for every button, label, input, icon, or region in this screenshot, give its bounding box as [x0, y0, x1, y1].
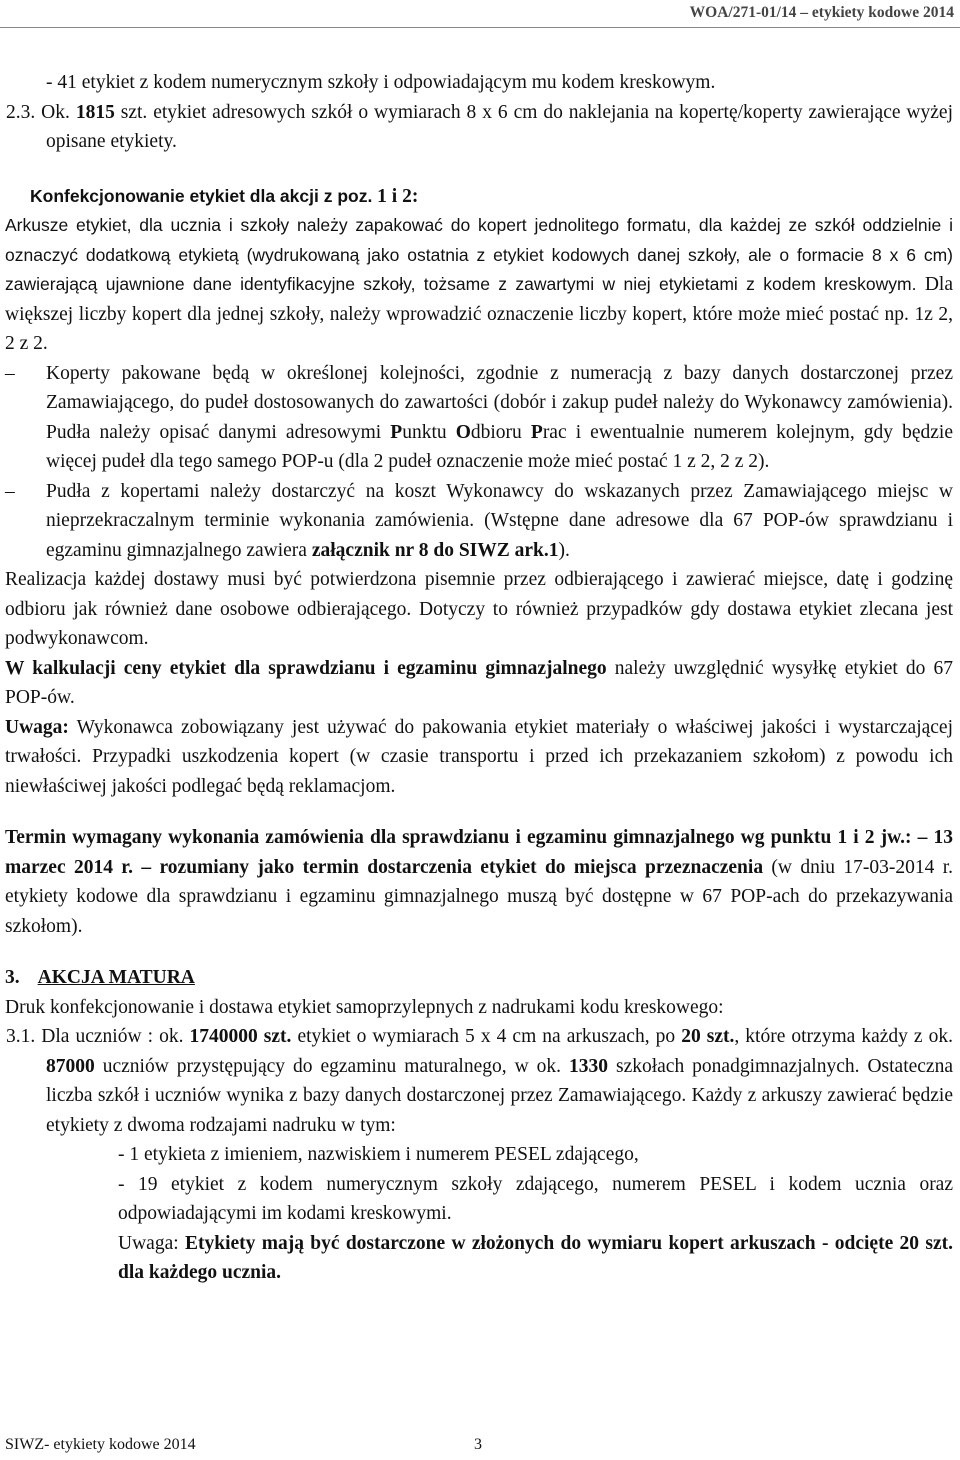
paragraph-barcode-labels: - 41 etykiet z kodem numerycznym szkoły i odpowiadającym mu kodem kreskowym.: [46, 72, 716, 93]
dash-item-packing: [5, 359, 953, 477]
paragraph-realizacja: Realizacja każdej dostawy musi być potwierdzona pisemnie przez odbierającego i zawierać miejsce, datę i godzinę odbioru jak również dane osobowe odbierającego. Dotyczy to również przypadków gdy dostawa etykiet zlecana jest podwykonawcom.: [5, 569, 953, 649]
spacer: [5, 157, 953, 182]
item-text: , które otrzyma każdy z ok.: [734, 1026, 954, 1047]
spacer: [5, 941, 953, 963]
item-text: uczniów przystępujący do egzaminu maturalnego, w ok.: [94, 1055, 569, 1077]
header-rule: [0, 27, 960, 28]
dash-bullet: –: [5, 362, 15, 384]
uwaga-label: Uwaga:: [118, 1232, 185, 1254]
uwaga-text: Etykiety mają być dostarczone w złożonych do wymiaru kopert arkuszach - odcięte 20 szt. dla każdego ucznia.: [118, 1232, 953, 1283]
paragraph-termin: [5, 823, 953, 941]
initial-letter: O: [455, 421, 471, 443]
running-header: WOA/271-01/14 – etykiety kodowe 2014: [689, 4, 954, 21]
paragraph-uwaga-sheets: [5, 1229, 953, 1288]
sub-item-school-code: - 19 etykiet z kodem numerycznym szkoły zdającego, numerem PESEL i kodem ucznia oraz odpowiadającymi im kodami kreskowymi.: [118, 1173, 953, 1224]
item-text: etykiet o wymiarach 5 x 4 cm na arkuszach, po: [291, 1026, 682, 1047]
address-label-count: 1815: [75, 101, 115, 123]
paragraph-druk: Druk konfekcjonowanie i dostawa etykiet samoprzylepnych z nadrukami kodu kreskowego:: [5, 996, 724, 1018]
dash-item-text: rac i ewentualnie numerem kolejnym, gdy będzie więcej pudeł dla tego samego POP-u (dla 2 pudeł oznaczenie może mieć postać 1 z 2, 2 z 2).: [46, 421, 953, 472]
dash-item-text: unktu: [402, 421, 456, 443]
document-body: [5, 68, 953, 1288]
label-count: 1740000 szt.: [189, 1026, 292, 1047]
item-text: szt. etykiet adresowych szkół o wymiarach 8 x 6 cm do naklejania na kopertę/koperty zawierające wyżej opisane etykiety.: [46, 101, 953, 152]
spacer: [5, 801, 953, 823]
initial-letter: P: [390, 421, 403, 443]
page-number: 3: [474, 1436, 482, 1453]
konfekcjonowanie-heading: Konfekcjonowanie etykiet dla akcji z poz.: [30, 185, 378, 206]
item-lead: 3.1. Dla uczniów : ok.: [6, 1026, 190, 1047]
paragraph-kalkulacja: [5, 654, 953, 713]
uwaga-label: Uwaga:: [5, 716, 69, 738]
kalkulacja-bold: W kalkulacji ceny etykiet dla sprawdzianu i egzaminu gimnazjalnego: [5, 657, 607, 679]
dash-item-text: dbioru: [470, 421, 531, 443]
paragraph-2-3: [5, 98, 953, 157]
dash-item-text: Pudła z kopertami należy dostarczyć na koszt Wykonawcy do wskazanych przez Zamawiającego miejsc w nieprzekraczalnym terminie wykonania zamówienia. (Wstępne dane adresowe dla 67 POP-ów sprawdzianu i egzaminu gimnazjalnego zawiera: [46, 480, 953, 561]
footer-title: SIWZ- etykiety kodowe 2014: [5, 1436, 196, 1453]
sub-item-pesel: - 1 etykieta z imieniem, nazwiskiem i numerem PESEL zdającego,: [118, 1144, 639, 1165]
section-number: 3.: [5, 967, 20, 988]
item-number: 2.3. Ok.: [6, 101, 76, 123]
labels-per-sheet: 20 szt.: [681, 1026, 735, 1047]
konfekcjonowanie-heading-tail: 1 i 2:: [377, 185, 419, 207]
uwaga-text: Wykonawca zobowiązany jest używać do pakowania etykiet materiały o właściwej jakości i wystarczającej trwałości. Przypadki uszkodzenia kopert (w czasie transportu i przed ich przekazaniem szkołom) z powodu ich niewłaściwej jakości podlegać będą reklamacjom.: [5, 716, 953, 797]
attachment-reference: załącznik nr 8 do SIWZ ark.1: [311, 539, 559, 561]
initial-letter: P: [530, 421, 543, 443]
page-footer: [5, 1436, 495, 1454]
section-title: AKCJA MATURA: [37, 967, 195, 988]
student-count: 87000: [46, 1055, 95, 1077]
section-3-heading: [5, 963, 953, 993]
paragraph-3-1: [5, 1022, 953, 1140]
termin-bold: Termin wymagany wykonania zamówienia dla sprawdzianu i egzaminu gimnazjalnego wg punktu 1 i 2 jw.: – 13 marzec 2014 r. – rozumiany jako termin dostarczenia etykiet do miejsca przeznaczenia: [5, 827, 953, 878]
dash-item-delivery: [5, 477, 953, 566]
kalkulacja-text: należy uwzględnić wysyłkę etykiet do 67 POP-ów.: [5, 657, 953, 708]
paragraph-uwaga-quality: [5, 713, 953, 802]
konfekcjonowanie-paragraph: [5, 182, 953, 359]
konfekcjonowanie-body: Arkusze etykiet, dla ucznia i szkoły należy zapakować do kopert jednolitego formatu, dla każdej ze szkół oddzielnie i oznaczyć dodatkową etykietą (wydrukowaną jako ostatnia z etykiet kodowych danej szkoły, ale o formacie 8 x 6 cm) zawierającą ujawnione dane identyfikacyjne szkoły, tożsame z zawartymi w niej etykietami z kodem kreskowym.: [5, 215, 953, 294]
item-text: szkołach ponadgimnazjalnych. Ostateczna liczba szkół i uczniów wynika z bazy danych dostarczonej przez Zamawiającego. Każdy z arkuszy zawierać będzie etykiety z dwoma rodzajami nadruku w tym:: [46, 1055, 953, 1136]
konfekcjonowanie-body-tail: Dla większej liczby kopert dla jednej szkoły, należy wprowadzić oznaczenie liczby kopert, które może mieć postać np. 1z 2, 2 z 2.: [5, 274, 953, 354]
dash-item-text: ).: [558, 539, 570, 561]
dash-item-text: Koperty pakowane będą w określonej kolejności, zgodnie z numeracją z bazy danych dostarczonej przez Zamawiającego, do pudeł dostosowanych do zawartości (dobór i zakup pudeł należy do Wykonawcy zamówienia). Pudła należy opisać danymi adresowymi: [46, 362, 953, 443]
school-count: 1330: [569, 1055, 608, 1077]
termin-text: (w dniu 17-03-2014 r. etykiety kodowe dla sprawdzianu i egzaminu gimnazjalnego muszą być dostępne w 67 POP-ach do przekazywania szkołom).: [5, 856, 953, 937]
dash-bullet: –: [5, 480, 15, 502]
